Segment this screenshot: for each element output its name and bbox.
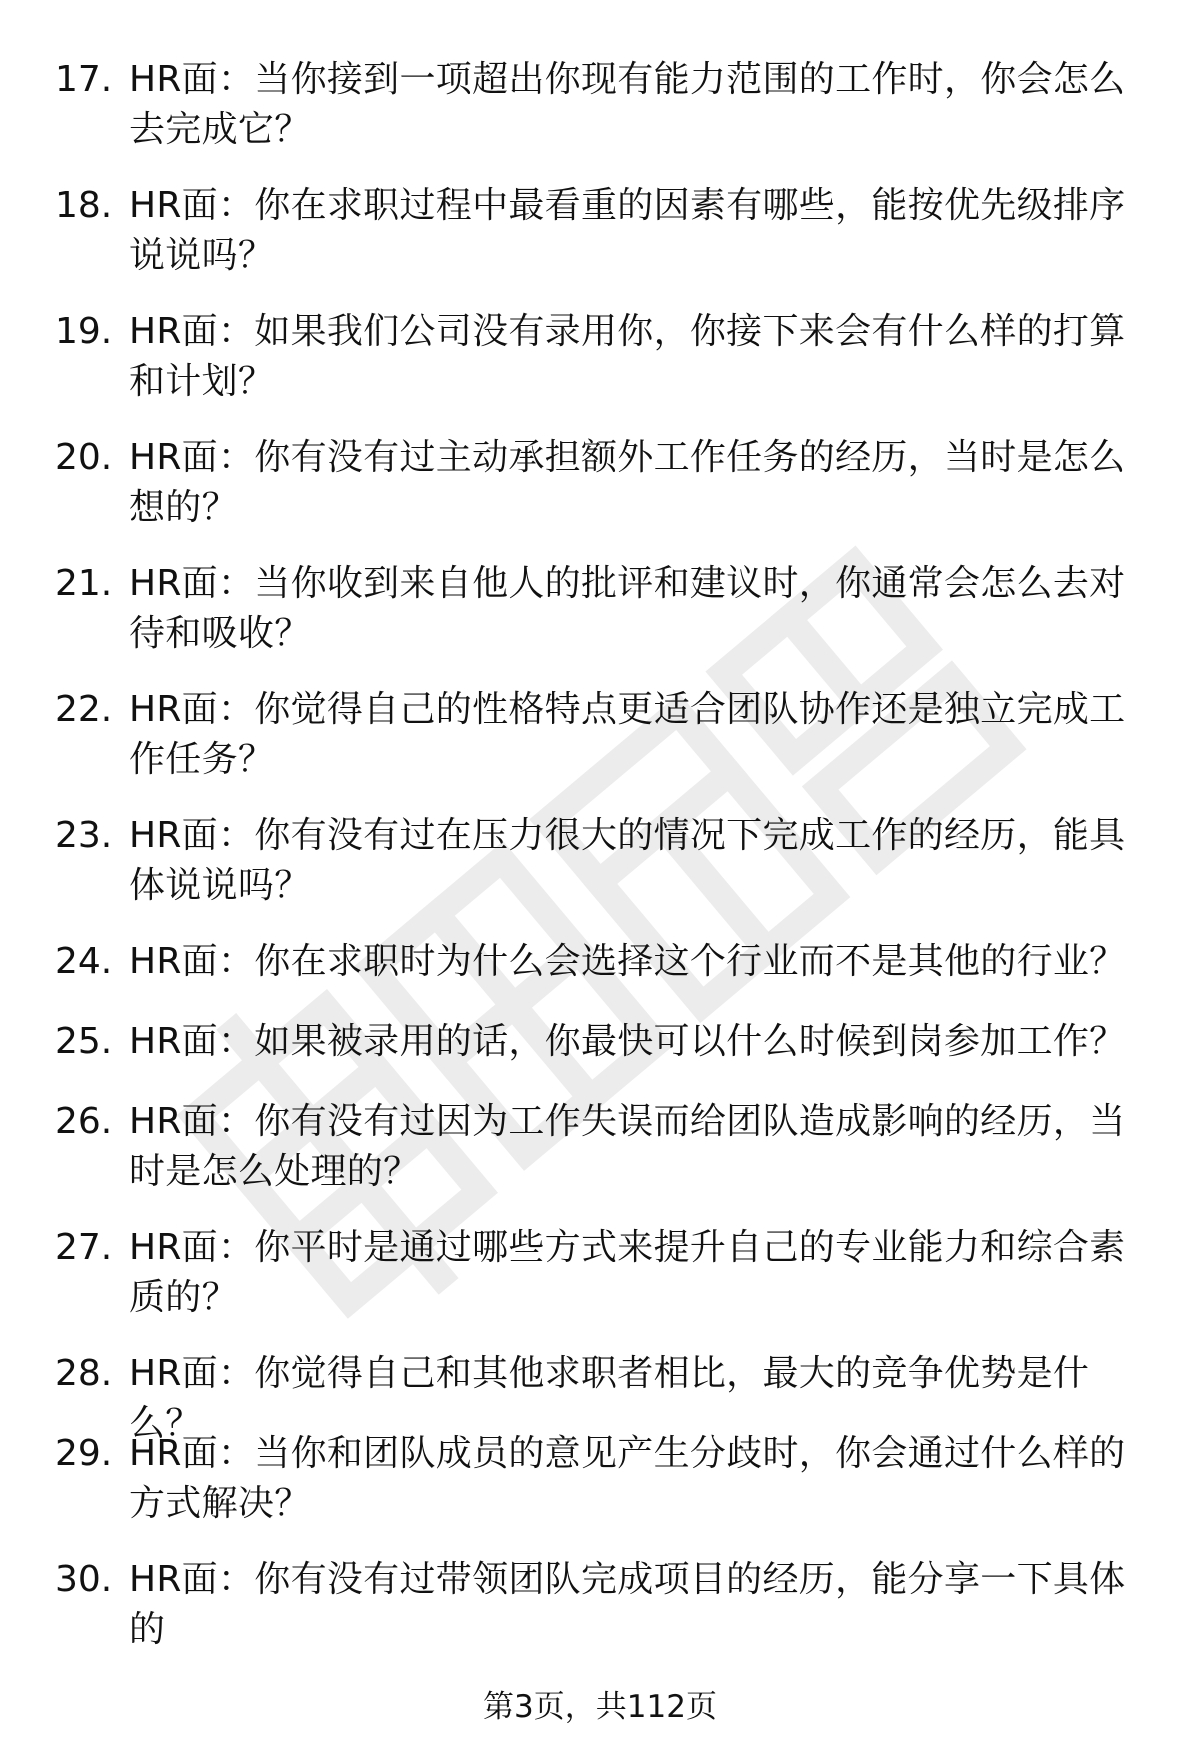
list-item xyxy=(0,1097,1200,1223)
list-item xyxy=(0,811,1200,937)
question-number: 29. xyxy=(55,1433,113,1474)
question-text: HR面：如果被录用的话，你最快可以什么时候到岗参加工作？ xyxy=(129,1021,1126,1062)
question-number: 22. xyxy=(55,689,113,730)
list-item xyxy=(0,1223,1200,1349)
question-number: 25. xyxy=(55,1021,113,1062)
question-number: 27. xyxy=(55,1227,113,1268)
list-item xyxy=(0,1429,1200,1555)
question-text: HR面：你觉得自己的性格特点更适合团队协作还是独立完成工作任务？ xyxy=(129,689,1126,780)
question-number: 28. xyxy=(55,1353,113,1394)
list-item xyxy=(0,1017,1200,1097)
question-list xyxy=(0,55,1200,1650)
question-text: HR面：当你收到来自他人的批评和建议时，你通常会怎么去对待和吸收？ xyxy=(129,563,1126,654)
question-text: HR面：你在求职过程中最看重的因素有哪些，能按优先级排序说说吗？ xyxy=(129,185,1126,276)
question-text: HR面：你有没有过因为工作失误而给团队造成影响的经历，当时是怎么处理的？ xyxy=(129,1101,1126,1192)
question-number: 17. xyxy=(55,59,113,100)
question-text: HR面：你有没有过在压力很大的情况下完成工作的经历，能具体说说吗？ xyxy=(129,815,1126,906)
question-number: 18. xyxy=(55,185,113,226)
question-number: 23. xyxy=(55,815,113,856)
question-number: 26. xyxy=(55,1101,113,1142)
list-item xyxy=(0,685,1200,811)
question-text: HR面：如果我们公司没有录用你，你接下来会有什么样的打算和计划？ xyxy=(129,311,1126,402)
question-text: HR面：当你和团队成员的意见产生分歧时，你会通过什么样的方式解决？ xyxy=(129,1433,1126,1524)
list-item xyxy=(0,181,1200,307)
question-number: 21. xyxy=(55,563,113,604)
question-number: 20. xyxy=(55,437,113,478)
page-footer: 第3页，共112页 xyxy=(483,1689,717,1725)
question-text: HR面：你平时是通过哪些方式来提升自己的专业能力和综合素质的？ xyxy=(129,1227,1126,1318)
question-text: HR面：当你接到一项超出你现有能力范围的工作时，你会怎么去完成它？ xyxy=(129,59,1126,150)
list-item xyxy=(0,307,1200,433)
question-number: 19. xyxy=(55,311,113,352)
question-text: HR面：你有没有过带领团队完成项目的经历，能分享一下具体的 xyxy=(129,1559,1126,1650)
question-text: HR面：你有没有过主动承担额外工作任务的经历，当时是怎么想的？ xyxy=(129,437,1126,528)
list-item xyxy=(0,1349,1200,1444)
question-number: 30. xyxy=(55,1559,113,1600)
question-text: HR面：你在求职时为什么会选择这个行业而不是其他的行业？ xyxy=(129,941,1126,982)
list-item xyxy=(0,937,1200,1017)
list-item xyxy=(0,55,1200,181)
list-item xyxy=(0,1555,1200,1650)
list-item xyxy=(0,433,1200,559)
list-item xyxy=(0,559,1200,685)
question-number: 24. xyxy=(55,941,113,982)
question-text: HR面：你觉得自己和其他求职者相比，最大的竞争优势是什么？ xyxy=(129,1353,1090,1444)
